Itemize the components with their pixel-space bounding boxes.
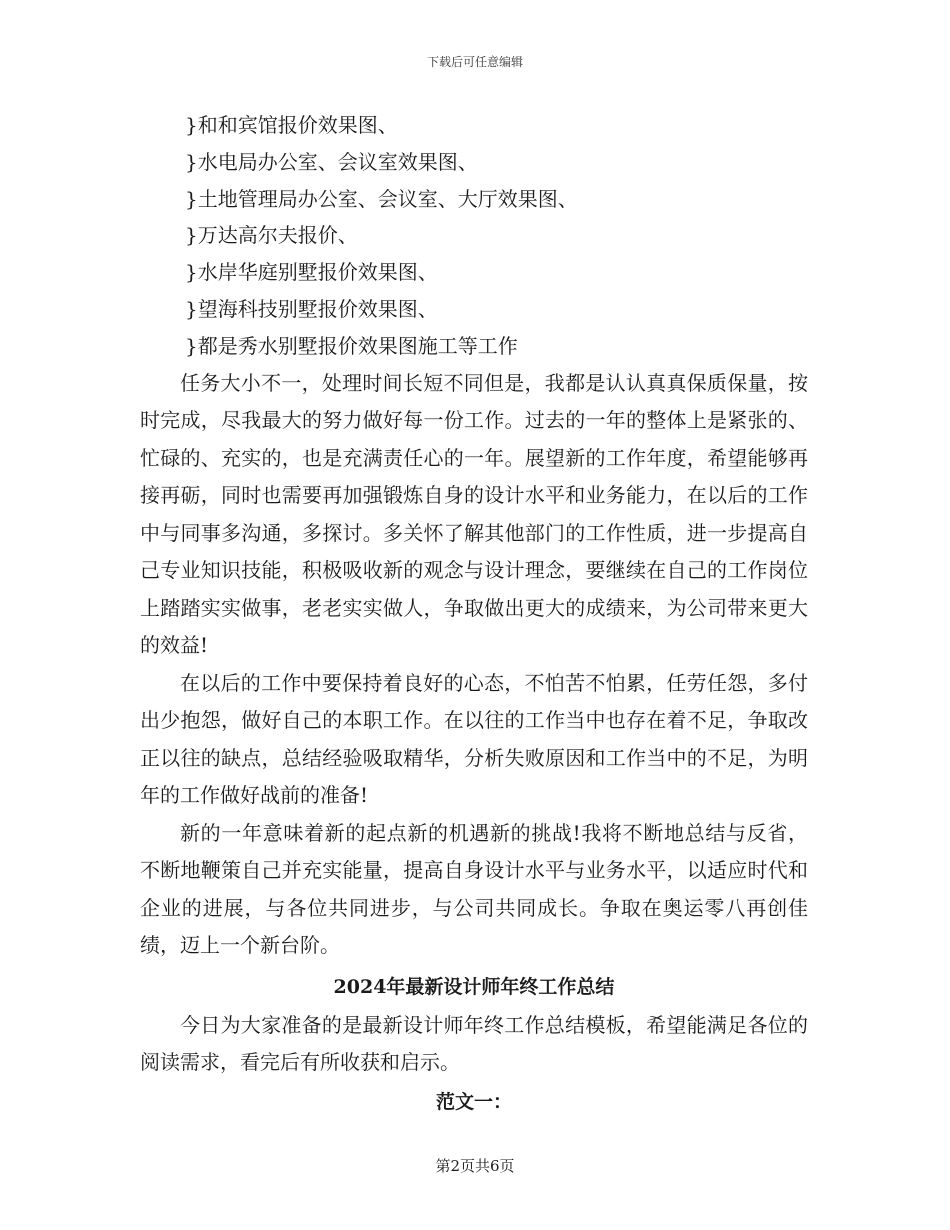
body-paragraph: 在以后的工作中要保持着良好的心态，不怕苦不怕累，任劳任怨，多付出少抱怨，做好自己的本职工作。在以往的工作当中也存在着不足，争取改正以往的缺点，总结经验吸取精华，分析失败原因和工作当中的不足，为明年的工作做好战前的准备! bbox=[140, 670, 808, 808]
project-list-item: }水电局办公室、会议室效果图、 bbox=[185, 149, 478, 174]
body-paragraph: 任务大小不一，处理时间长短不同但是，我都是认认真真保质保量，按时完成，尽我最大的努力做好每一份工作。过去的一年的整体上是紧张的、忙碌的、充实的，也是充满责任心的一年。展望新的工作年度，希望能够再接再砺，同时也需要再加强锻炼自身的设计水平和业务能力，在以后的工作中与同事多沟通，多探讨。多关怀了解其他部门的工作性质，进一步提高自己专业知识技能，积极吸收新的观念与设计理念，要继续在自己的工作岗位上踏踏实实做事，老老实实做人，争取做出更大的成绩来，为公司带来更大的效益! bbox=[140, 370, 808, 658]
body-paragraph: 新的一年意味着新的起点新的机遇新的挑战!我将不断地总结与反省，不断地鞭策自己并充实能量，提高自身设计水平与业务水平，以适应时代和企业的进展，与各位共同进步，与公司共同成长。争取在奥运零八再创佳绩，迈上一个新台阶。 bbox=[140, 820, 808, 958]
project-list-item: }望海科技别墅报价效果图、 bbox=[185, 296, 438, 321]
page-header: 下载后可任意编辑 bbox=[426, 55, 523, 69]
project-list-item: }都是秀水别墅报价效果图施工等工作 bbox=[185, 333, 518, 358]
project-list-item: }土地管理局办公室、会议室、大厅效果图、 bbox=[185, 186, 578, 211]
section-intro-paragraph: 今日为大家准备的是最新设计师年终工作总结模板，希望能满足各位的阅读需求，看完后有所收获和启示。 bbox=[140, 1012, 808, 1075]
project-list-item: }水岸华庭别墅报价效果图、 bbox=[185, 260, 438, 285]
document-body bbox=[140, 107, 808, 1122]
project-list-item: }万达高尔夫报价、 bbox=[185, 223, 358, 248]
section-title: 2024年最新设计师年终工作总结 bbox=[333, 975, 615, 998]
project-list-item: }和和宾馆报价效果图、 bbox=[185, 113, 398, 137]
section-subtitle: 范文一： bbox=[435, 1090, 512, 1113]
page-footer: 第2页共6页 bbox=[435, 1157, 515, 1175]
